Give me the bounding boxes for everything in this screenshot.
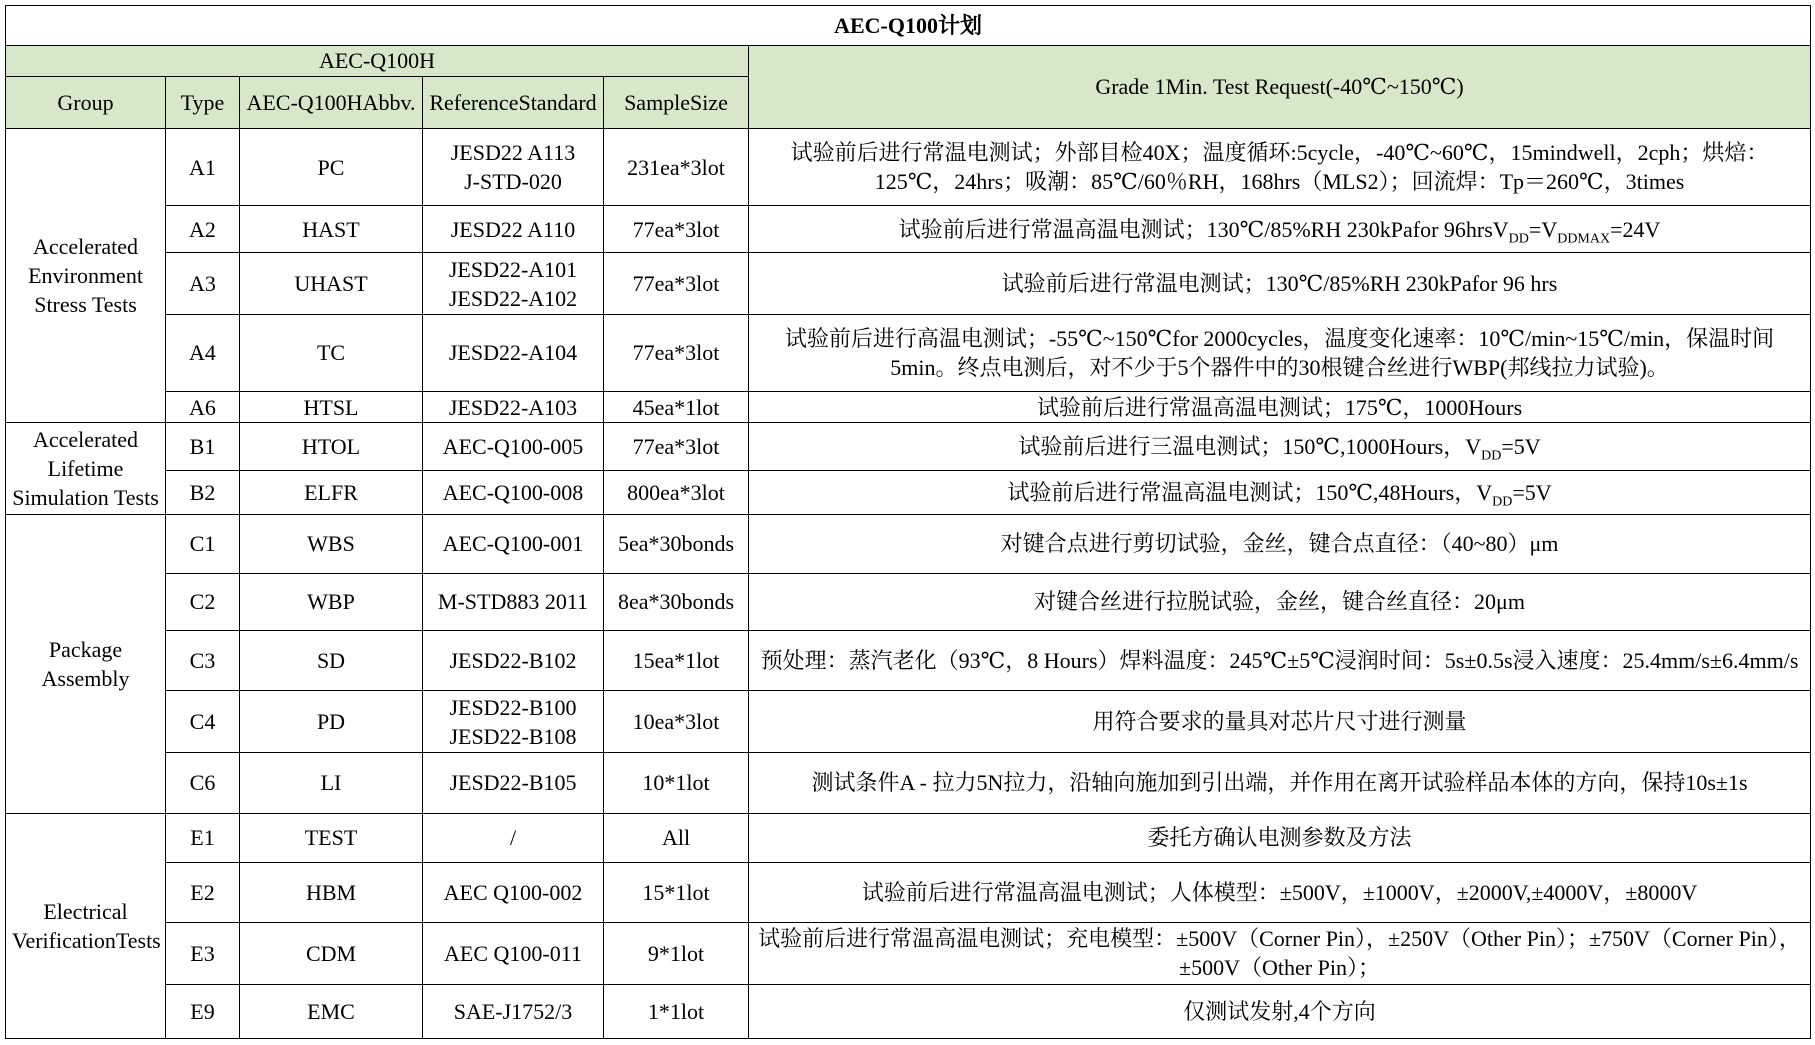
- reference-cell: JESD22-B102: [423, 630, 604, 691]
- sample-cell: 77ea*3lot: [604, 206, 749, 253]
- reference-cell: [423, 129, 604, 206]
- group-label-line: Stress Tests: [34, 292, 137, 318]
- abbv-cell: HTSL: [240, 392, 423, 423]
- group-label-line: Lifetime: [47, 456, 124, 482]
- request-cell: 试验前后进行常温电测试；130℃/85%RH 230kPafor 96 hrs: [749, 253, 1811, 315]
- table-row: [6, 573, 1811, 630]
- sample-cell: 800ea*3lot: [604, 470, 749, 514]
- request-cell: 预处理：蒸汽老化（93℃，8 Hours）焊料温度：245℃±5℃浸润时间：5s±0.5s浸入速度：25.4mm/s±6.4mm/s: [749, 630, 1811, 691]
- header-row-1: [6, 45, 1811, 76]
- group-label-line: Electrical: [43, 898, 128, 924]
- request-cell: [749, 470, 1811, 514]
- sample-cell: 77ea*3lot: [604, 314, 749, 391]
- group-cell-a: [6, 129, 166, 423]
- table-row: [6, 253, 1811, 315]
- type-cell: B1: [166, 423, 240, 471]
- sample-header: SampleSize: [604, 76, 749, 128]
- group-cell-c: [6, 515, 166, 813]
- subscript-text: DD: [1481, 448, 1502, 464]
- title-row: [6, 6, 1811, 46]
- reference-line: JESD22 A113: [450, 140, 576, 166]
- reference-line: J-STD-020: [464, 169, 562, 195]
- type-cell: A3: [166, 253, 240, 315]
- reference-cell: /: [423, 813, 604, 862]
- type-cell: E2: [166, 862, 240, 923]
- type-cell: E1: [166, 813, 240, 862]
- group-header: Group: [6, 76, 166, 128]
- reference-line: JESD22-B100: [449, 694, 577, 720]
- table-row: [6, 923, 1811, 985]
- group-label-line: Simulation Tests: [12, 485, 159, 511]
- abbv-cell: HTOL: [240, 423, 423, 471]
- request-header: Grade 1Min. Test Request(-40℃~150℃): [749, 45, 1811, 128]
- abbv-cell: WBS: [240, 515, 423, 573]
- reference-cell: [423, 691, 604, 753]
- reference-line: JESD22-A102: [448, 285, 578, 311]
- sample-cell: 8ea*30bonds: [604, 573, 749, 630]
- type-cell: A4: [166, 314, 240, 391]
- type-cell: B2: [166, 470, 240, 514]
- reference-cell: AEC Q100-002: [423, 862, 604, 923]
- table-row: [6, 206, 1811, 253]
- request-cell: [749, 206, 1811, 253]
- sample-cell: 15*1lot: [604, 862, 749, 923]
- type-cell: C3: [166, 630, 240, 691]
- table-row: [6, 630, 1811, 691]
- group-label-line: Accelerated: [32, 234, 139, 260]
- table-row: [6, 752, 1811, 813]
- request-cell: 仅测试发射,4个方向: [749, 984, 1811, 1038]
- reference-cell: [423, 253, 604, 315]
- table-row: [6, 984, 1811, 1038]
- table-row: [6, 691, 1811, 753]
- request-text: =5V: [1501, 434, 1541, 460]
- subscript-text: DD: [1508, 231, 1529, 247]
- type-cell: C2: [166, 573, 240, 630]
- sample-cell: 77ea*3lot: [604, 253, 749, 315]
- reference-cell: JESD22-B105: [423, 752, 604, 813]
- request-cell: 试验前后进行常温高温电测试；人体模型：±500V，±1000V，±2000V,±4000V，±8000V: [749, 862, 1811, 923]
- group-label-line: Environment: [28, 263, 143, 289]
- request-cell: 对键合点进行剪切试验，金丝，键合点直径：（40~80）μm: [749, 515, 1811, 573]
- abbv-cell: UHAST: [240, 253, 423, 315]
- group-label-line: Package: [48, 636, 123, 662]
- abbv-cell: ELFR: [240, 470, 423, 514]
- table-row: [6, 392, 1811, 423]
- type-cell: A6: [166, 392, 240, 423]
- sample-cell: All: [604, 813, 749, 862]
- request-cell: 测试条件A - 拉力5N拉力，沿轴向施加到引出端，并作用在离开试验样品本体的方向，保持10s±1s: [749, 752, 1811, 813]
- subscript-text: DDMAX: [1557, 231, 1611, 247]
- table-row: [6, 862, 1811, 923]
- sample-cell: 10ea*3lot: [604, 691, 749, 753]
- request-text: 试验前后进行常温高温电测试；130℃/85%RH 230kPafor 96hrsV: [898, 216, 1509, 242]
- abbv-cell: WBP: [240, 573, 423, 630]
- group-label-line: Accelerated: [32, 427, 139, 453]
- type-cell: A2: [166, 206, 240, 253]
- sample-cell: 1*1lot: [604, 984, 749, 1038]
- request-cell: 对键合丝进行拉脱试验，金丝，键合丝直径：20μm: [749, 573, 1811, 630]
- request-text: 试验前后进行三温电测试；150℃,1000Hours，V: [1018, 434, 1482, 460]
- type-cell: E9: [166, 984, 240, 1038]
- request-cell: 试验前后进行常温高温电测试；充电模型：±500V（Corner Pin），±250V（Other Pin）；±750V（Corner Pin），±500V（Other Pin）；: [749, 923, 1811, 985]
- abbv-cell: SD: [240, 630, 423, 691]
- type-header: Type: [166, 76, 240, 128]
- abbv-cell: PD: [240, 691, 423, 753]
- table-row: [6, 314, 1811, 391]
- group-cell-b: [6, 423, 166, 515]
- reference-cell: SAE-J1752/3: [423, 984, 604, 1038]
- abbv-cell: HBM: [240, 862, 423, 923]
- request-cell: 试验前后进行常温电测试；外部目检40X；温度循环:5cycle，-40℃~60℃，15mindwell，2cph；烘焙：125℃，24hrs；吸潮：85℃/60％RH，168hrs（MLS2）；回流焊：Tp＝260℃，3times: [749, 129, 1811, 206]
- abbv-cell: LI: [240, 752, 423, 813]
- abbv-header: AEC-Q100HAbbv.: [240, 76, 423, 128]
- aec-q100-plan-table: [5, 5, 1811, 1039]
- page-title: AEC-Q100计划: [6, 6, 1811, 46]
- request-text: =V: [1528, 216, 1558, 242]
- reference-cell: AEC-Q100-008: [423, 470, 604, 514]
- abbv-cell: HAST: [240, 206, 423, 253]
- request-text: =24V: [1610, 216, 1661, 242]
- group-cell-e: [6, 813, 166, 1039]
- reference-cell: JESD22-A104: [423, 314, 604, 391]
- request-cell: 试验前后进行高温电测试；-55℃~150℃for 2000cycles，温度变化速率：10℃/min~15℃/min，保温时间5min。终点电测后，对不少于5个器件中的30根键合丝进行WBP(邦线拉力试验)。: [749, 314, 1811, 391]
- sample-cell: 77ea*3lot: [604, 423, 749, 471]
- sample-cell: 15ea*1lot: [604, 630, 749, 691]
- table-row: [6, 470, 1811, 514]
- type-cell: C6: [166, 752, 240, 813]
- sample-cell: 45ea*1lot: [604, 392, 749, 423]
- request-cell: 用符合要求的量具对芯片尺寸进行测量: [749, 691, 1811, 753]
- abbv-cell: CDM: [240, 923, 423, 985]
- group-label-line: VerificationTests: [12, 927, 161, 953]
- abbv-cell: EMC: [240, 984, 423, 1038]
- type-cell: A1: [166, 129, 240, 206]
- reference-cell: AEC Q100-011: [423, 923, 604, 985]
- sample-cell: 9*1lot: [604, 923, 749, 985]
- sample-cell: 5ea*30bonds: [604, 515, 749, 573]
- abbv-cell: TC: [240, 314, 423, 391]
- section-header: AEC-Q100H: [6, 45, 749, 76]
- reference-cell: JESD22-A103: [423, 392, 604, 423]
- reference-cell: JESD22 A110: [423, 206, 604, 253]
- sample-cell: 231ea*3lot: [604, 129, 749, 206]
- sample-cell: 10*1lot: [604, 752, 749, 813]
- request-cell: [749, 423, 1811, 471]
- reference-line: JESD22-A101: [448, 256, 578, 282]
- reference-cell: AEC-Q100-005: [423, 423, 604, 471]
- reference-cell: AEC-Q100-001: [423, 515, 604, 573]
- group-label-line: Assembly: [41, 665, 130, 691]
- table-row: [6, 129, 1811, 206]
- abbv-cell: PC: [240, 129, 423, 206]
- request-text: =5V: [1512, 480, 1552, 506]
- type-cell: E3: [166, 923, 240, 985]
- reference-cell: M-STD883 2011: [423, 573, 604, 630]
- table-row: [6, 423, 1811, 471]
- table-row: [6, 813, 1811, 862]
- type-cell: C4: [166, 691, 240, 753]
- request-text: 试验前后进行常温高温电测试；150℃,48Hours，V: [1007, 480, 1493, 506]
- reference-line: JESD22-B108: [449, 723, 577, 749]
- table-row: [6, 515, 1811, 573]
- request-cell: 试验前后进行常温高温电测试；175℃，1000Hours: [749, 392, 1811, 423]
- type-cell: C1: [166, 515, 240, 573]
- subscript-text: DD: [1492, 494, 1513, 510]
- abbv-cell: TEST: [240, 813, 423, 862]
- reference-header: ReferenceStandard: [423, 76, 604, 128]
- request-cell: 委托方确认电测参数及方法: [749, 813, 1811, 862]
